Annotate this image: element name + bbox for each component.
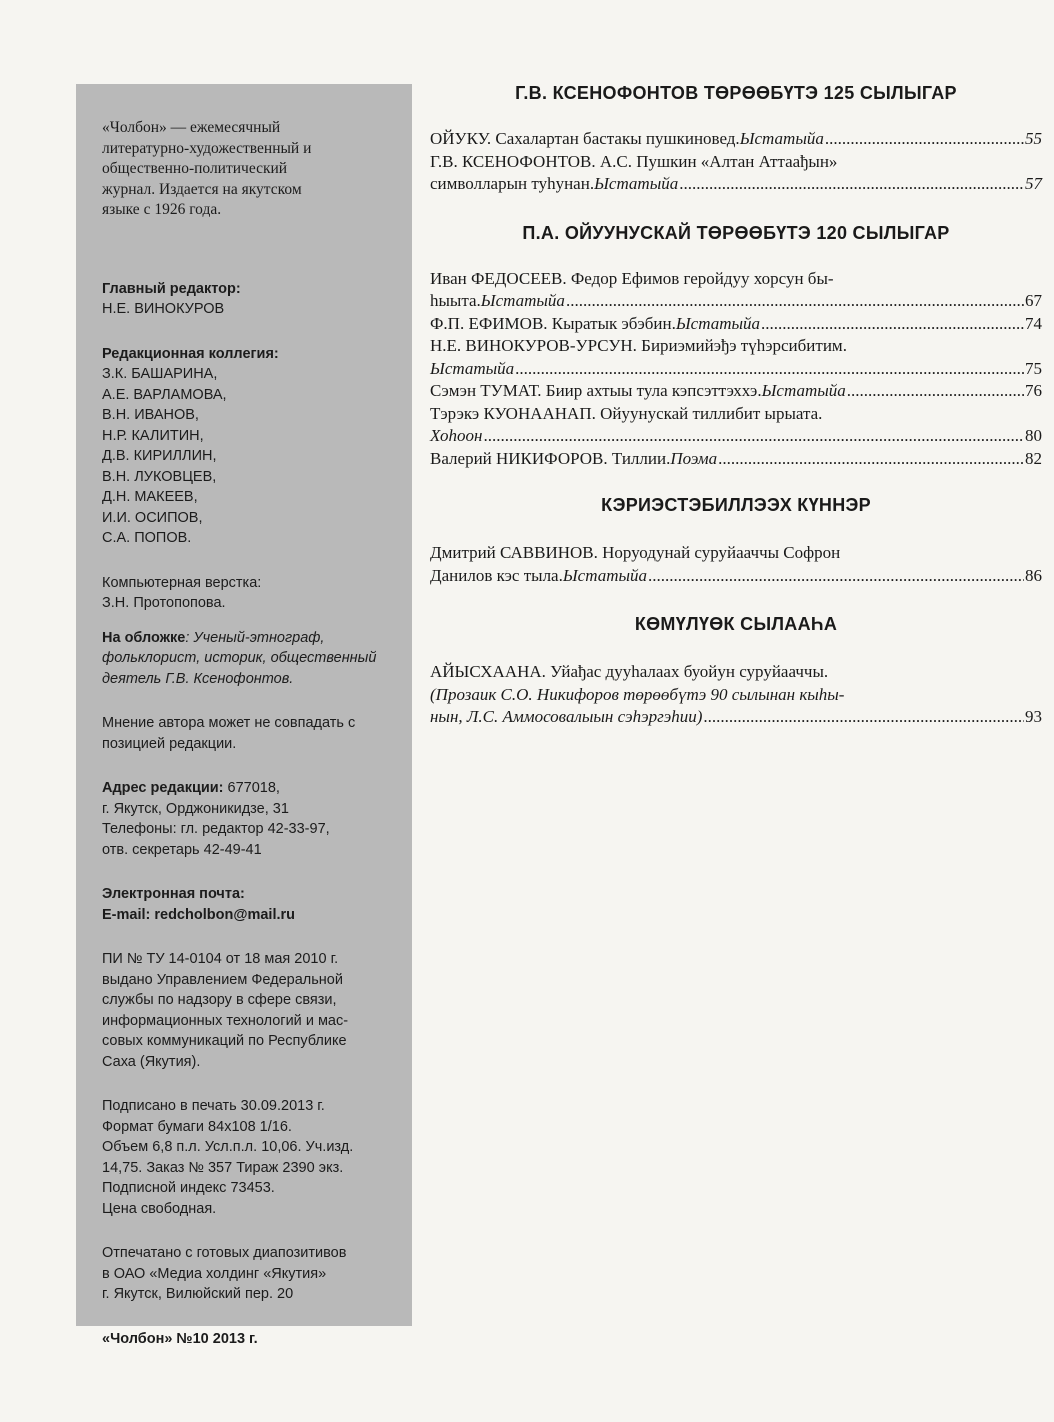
email-address: E-mail: redcholbon@mail.ru [102, 906, 295, 923]
toc-entry[interactable]: ОЙУКУ. Сахалартан бастакы пушкиновед. Ыстатыйа ..... 55 [430, 128, 1042, 151]
chief-editor [102, 279, 394, 320]
page-number: 74 [1025, 313, 1042, 333]
toc-entry[interactable]: АЙЫСХААНА. Уйађас дууһалаах буойун суруйааччы. (Прозаик С.О. Никифоров төрөөбүтэ 90 сылынан кыһы- нын, Л.С. Аммосовалыын сэһэргэһии) ..... 93 [430, 661, 1042, 729]
toc-entry[interactable]: Сэмэн ТУМАТ. Биир ахтыы тула кэпсэттэххэ. Ыстатыйа ..... 76 [430, 380, 1042, 403]
chief-editor-name: Н.Е. ВИНОКУРОВ [102, 301, 225, 317]
page-number: 76 [1025, 381, 1042, 400]
table-of-contents [430, 78, 1042, 729]
journal-description: «Чолбон» — ежемесячный литературно-художественный и общественно-политический журнал. Издается на якутском языке с 1926 года. [102, 119, 312, 218]
cover-credit: На обложке: Ученый-этнограф, фольклорист, историк, общественный деятель Г.В. Ксенофонтов. [102, 629, 377, 687]
email-block [102, 884, 394, 925]
issue-number: «Чолбон» №10 2013 г. [102, 1330, 258, 1347]
board-member: А.Е. ВАРЛАМОВА, [102, 386, 227, 403]
email-label: Электронная почта: [102, 886, 245, 902]
toc-entry[interactable]: Иван ФЕДОСЕЕВ. Федор Ефимов геройдуу хорсун бы- һыыта. Ыстатыйа ..... 67 [430, 268, 1042, 313]
toc-entry[interactable]: Валерий НИКИФОРОВ. Тиллии. Поэма ..... 82 [430, 448, 1042, 471]
address-label: Адрес редакции: [102, 780, 224, 796]
page-number: 57 [1025, 174, 1042, 193]
board-member: И.И. ОСИПОВ, [102, 509, 203, 526]
editorial-address: Адрес редакции: 677018, г. Якутск, Орджоникидзе, 31 Телефоны: гл. редактор 42-33-97, отв. секретарь 42-49-41 [102, 780, 330, 858]
section-title: КӨМҮЛҮӨК СЫЛААҺА [634, 614, 838, 634]
board-member: В.Н. ЛУКОВЦЕВ, [102, 468, 217, 485]
page-number: 86 [1025, 565, 1042, 585]
board-member: З.К. БАШАРИНА, [102, 366, 218, 382]
board-member: Н.Р. КАЛИТИН, [102, 427, 204, 444]
board-member: Д.В. КИРИЛЛИН, [102, 448, 217, 464]
toc-entry[interactable]: Г.В. КСЕНОФОНТОВ. А.С. Пушкин «Алтан Аттаађын» символларын туһунан. Ыстатыйа ..... 57 [430, 151, 1042, 196]
toc-entry[interactable]: Дмитрий САВВИНОВ. Норуодунай суруйааччы Софрон Данилов кэс тыла. Ыстатыйа ..... 86 [430, 542, 1042, 587]
toc-entry[interactable]: Н.Е. ВИНОКУРОВ-УРСУН. Бириэмийэђэ түһэрсибитим. Ыстатыйа ..... 75 [430, 335, 1042, 380]
toc-entry[interactable]: Ф.П. ЕФИМОВ. Кыратык эбэбин. Ыстатыйа ..... 74 [430, 313, 1042, 336]
board-member: В.Н. ИВАНОВ, [102, 407, 199, 423]
board-member: Д.Н. МАКЕЕВ, [102, 489, 198, 505]
section-title: КЭРИЭСТЭБИЛЛЭЭХ КҮННЭР [601, 495, 871, 515]
page-number: 55 [1025, 129, 1042, 148]
page-number: 75 [1025, 358, 1042, 378]
page-number: 67 [1025, 291, 1042, 310]
section-title: П.А. ОЙУУНУСКАЙ ТӨРӨӨБҮТЭ 120 СЫЛЫГАР [522, 222, 950, 243]
print-info: Подписано в печать 30.09.2013 г. Формат бумаги 84х108 1/16. Объем 6,8 п.л. Усл.п.л. 10,06. Уч.изд. 14,75. Заказ № 357 Тираж 2390 экз. Подписной индекс 73453. Цена свободная. [102, 1098, 354, 1217]
board-label: Редакционная коллегия: [102, 345, 279, 362]
toc-entry[interactable]: Тэрэкэ КУОНААНАП. Ойуунускай тиллибит ырыата. Хоһоон ..... 80 [430, 403, 1042, 448]
layout-credit: Компьютерная верстка: З.Н. Протопопова. [102, 574, 262, 611]
cover-label: На обложке [102, 629, 186, 646]
disclaimer: Мнение автора может не совпадать с позицией редакции. [102, 715, 356, 752]
board-member: С.А. ПОПОВ. [102, 530, 192, 546]
chief-editor-label: Главный редактор: [102, 280, 241, 297]
imprint-panel [76, 84, 412, 1347]
editorial-board [102, 344, 394, 549]
license-info: ПИ № ТУ 14-0104 от 18 мая 2010 г. выдано Управлением Федеральной службы по надзору в сфере связи, информационных технологий и мас- совых коммуникаций по Республике Саха (Якутия). [102, 951, 349, 1070]
printer-info: Отпечатано с готовых диапозитивов в ОАО «Медиа холдинг «Якутия» г. Якутск, Вилюйский пер. 20 [102, 1245, 347, 1302]
page-number: 80 [1025, 426, 1042, 445]
section-title: Г.В. КСЕНОФОНТОВ ТӨРӨӨБҮТЭ 125 СЫЛЫГАР [515, 83, 957, 103]
page-number: 82 [1025, 448, 1042, 468]
page-number: 93 [1025, 707, 1042, 726]
